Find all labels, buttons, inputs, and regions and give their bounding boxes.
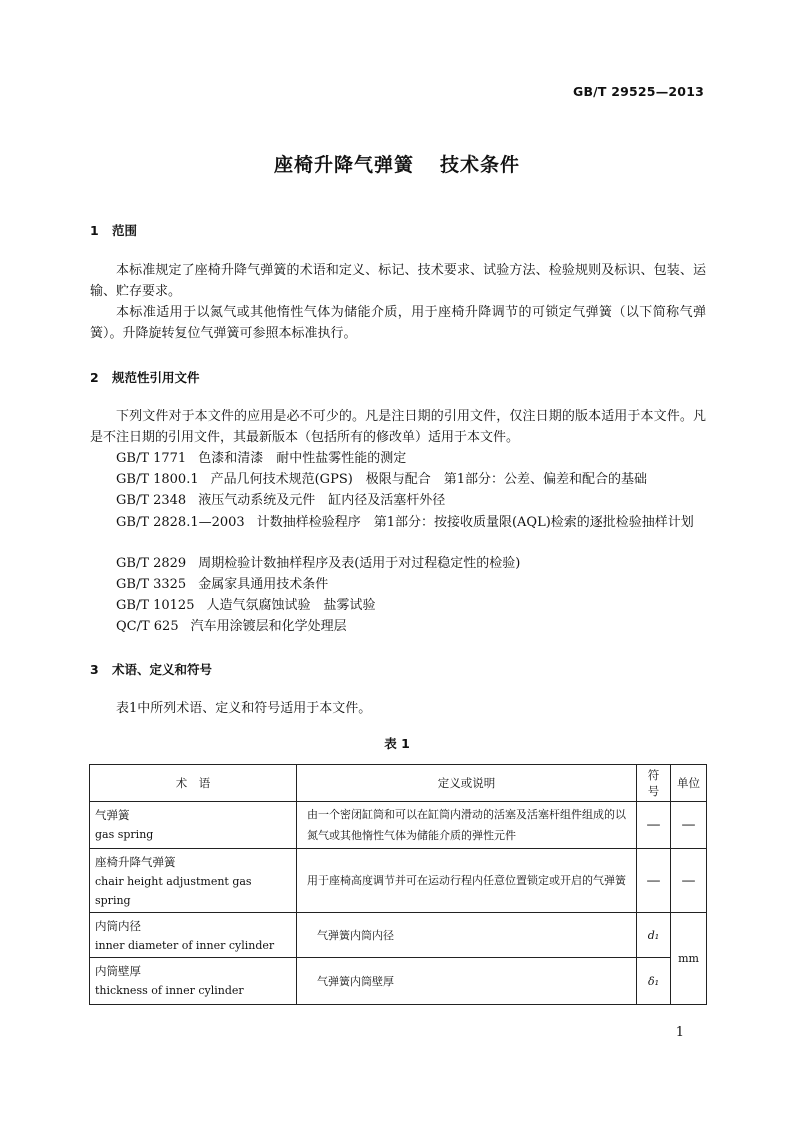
unit-cell: — <box>671 802 707 849</box>
section-2-intro: 下列文件对于本文件的应用是必不可少的。凡是注日期的引用文件，仅注日期的版本适用于本文件。凡是不注日期的引用文件，其最新版本（包括所有的修改单）适用于本文件。 <box>90 409 706 445</box>
terms-table <box>89 764 707 1005</box>
header-unit: 单位 <box>671 765 707 802</box>
reference-title: 计数抽样检验程序 第1部分：按接收质量限(AQL)检索的逐批检验抽样计划 <box>256 515 694 530</box>
unit-cell: mm <box>671 913 707 1005</box>
symbol-cell: d₁ <box>637 913 671 958</box>
unit-cell: — <box>671 849 707 913</box>
reference-title: 周期检验计数抽样程序及表(适用于对过程稳定性的检验) <box>198 556 521 571</box>
reference-code: GB/T 10125 <box>116 598 195 613</box>
header-definition: 定义或说明 <box>297 765 637 802</box>
term-zh: 内筒壁厚 <box>95 964 141 978</box>
reference-code: GB/T 2348 <box>116 493 187 508</box>
reference-code: GB/T 1771 <box>116 451 187 466</box>
document-title <box>0 150 794 177</box>
reference-code: QC/T 625 <box>116 619 179 634</box>
term-zh: 内筒内径 <box>95 919 141 933</box>
section-title: 范围 <box>112 223 138 238</box>
term-en: inner diameter of inner cylinder <box>95 939 275 952</box>
standard-code: GB/T 29525—2013 <box>572 84 704 99</box>
term-cell <box>90 802 297 849</box>
symbol-cell: δ₁ <box>637 958 671 1005</box>
reference-item <box>90 616 706 637</box>
table-row <box>90 802 707 849</box>
section-3-heading <box>90 660 212 678</box>
reference-code: GB/T 2828.1—2003 <box>116 515 245 530</box>
reference-code: GB/T 2829 <box>116 556 187 571</box>
reference-item <box>90 490 706 511</box>
reference-item <box>90 512 706 533</box>
reference-code: GB/T 1800.1 <box>116 472 199 487</box>
symbol-cell: — <box>637 849 671 913</box>
definition-cell: 气弹簧内筒内径 <box>297 913 637 958</box>
term-cell <box>90 913 297 958</box>
section-number: 2 <box>90 370 99 385</box>
section-3-intro: 表1中所列术语、定义和符号适用于本文件。 <box>116 701 372 716</box>
title-part-2: 技术条件 <box>440 154 521 176</box>
term-en: gas spring <box>95 828 154 841</box>
table-row <box>90 913 707 958</box>
section-number: 3 <box>90 662 99 677</box>
reference-item <box>90 448 706 469</box>
term-cell <box>90 849 297 913</box>
reference-item <box>90 469 706 490</box>
section-1-paragraph-1: 本标准规定了座椅升降气弹簧的术语和定义、标记、技术要求、试验方法、检验规则及标识、包装、运输、贮存要求。 <box>90 263 706 299</box>
reference-title: 色漆和清漆 耐中性盐雾性能的测定 <box>198 451 407 466</box>
definition-cell: 用于座椅高度调节并可在运动行程内任意位置锁定或开启的气弹簧 <box>297 849 637 913</box>
table-header-row <box>90 765 707 802</box>
table-row <box>90 849 707 913</box>
section-title: 术语、定义和符号 <box>112 662 213 677</box>
section-2-heading <box>90 368 200 386</box>
page-number: 1 <box>675 1025 684 1040</box>
term-zh: 座椅升降气弹簧 <box>95 855 176 869</box>
section-1-heading <box>90 221 137 239</box>
reference-title: 金属家具通用技术条件 <box>198 577 329 592</box>
header-symbol: 符号 <box>637 765 671 802</box>
term-en: thickness of inner cylinder <box>95 984 244 997</box>
reference-item <box>90 595 706 616</box>
term-en: chair height adjustment gas spring <box>95 875 252 907</box>
section-title: 规范性引用文件 <box>112 370 200 385</box>
reference-title: 产品几何技术规范(GPS) 极限与配合 第1部分：公差、偏差和配合的基础 <box>210 472 648 487</box>
term-zh: 气弹簧 <box>95 808 130 822</box>
definition-cell: 气弹簧内筒壁厚 <box>297 958 637 1005</box>
header-term: 术 语 <box>90 765 297 802</box>
table-caption: 表 1 <box>384 736 410 751</box>
table-row <box>90 958 707 1005</box>
reference-title: 人造气氛腐蚀试验 盐雾试验 <box>206 598 376 613</box>
title-part-1: 座椅升降气弹簧 <box>273 154 414 176</box>
section-1-paragraph-2: 本标准适用于以氮气或其他惰性气体为储能介质，用于座椅升降调节的可锁定气弹簧（以下简称气弹簧）。升降旋转复位气弹簧可参照本标准执行。 <box>90 305 706 341</box>
section-number: 1 <box>90 223 99 238</box>
reference-title: 液压气动系统及元件 缸内径及活塞杆外径 <box>198 493 446 508</box>
reference-code: GB/T 3325 <box>116 577 187 592</box>
term-cell <box>90 958 297 1005</box>
symbol-cell: — <box>637 802 671 849</box>
reference-item <box>90 553 706 574</box>
reference-item <box>90 574 706 595</box>
definition-cell: 由一个密闭缸筒和可以在缸筒内滑动的活塞及活塞杆组件组成的以氮气或其他惰性气体为储能介质的弹性元件 <box>297 802 637 849</box>
reference-title: 汽车用涂镀层和化学处理层 <box>190 619 347 634</box>
